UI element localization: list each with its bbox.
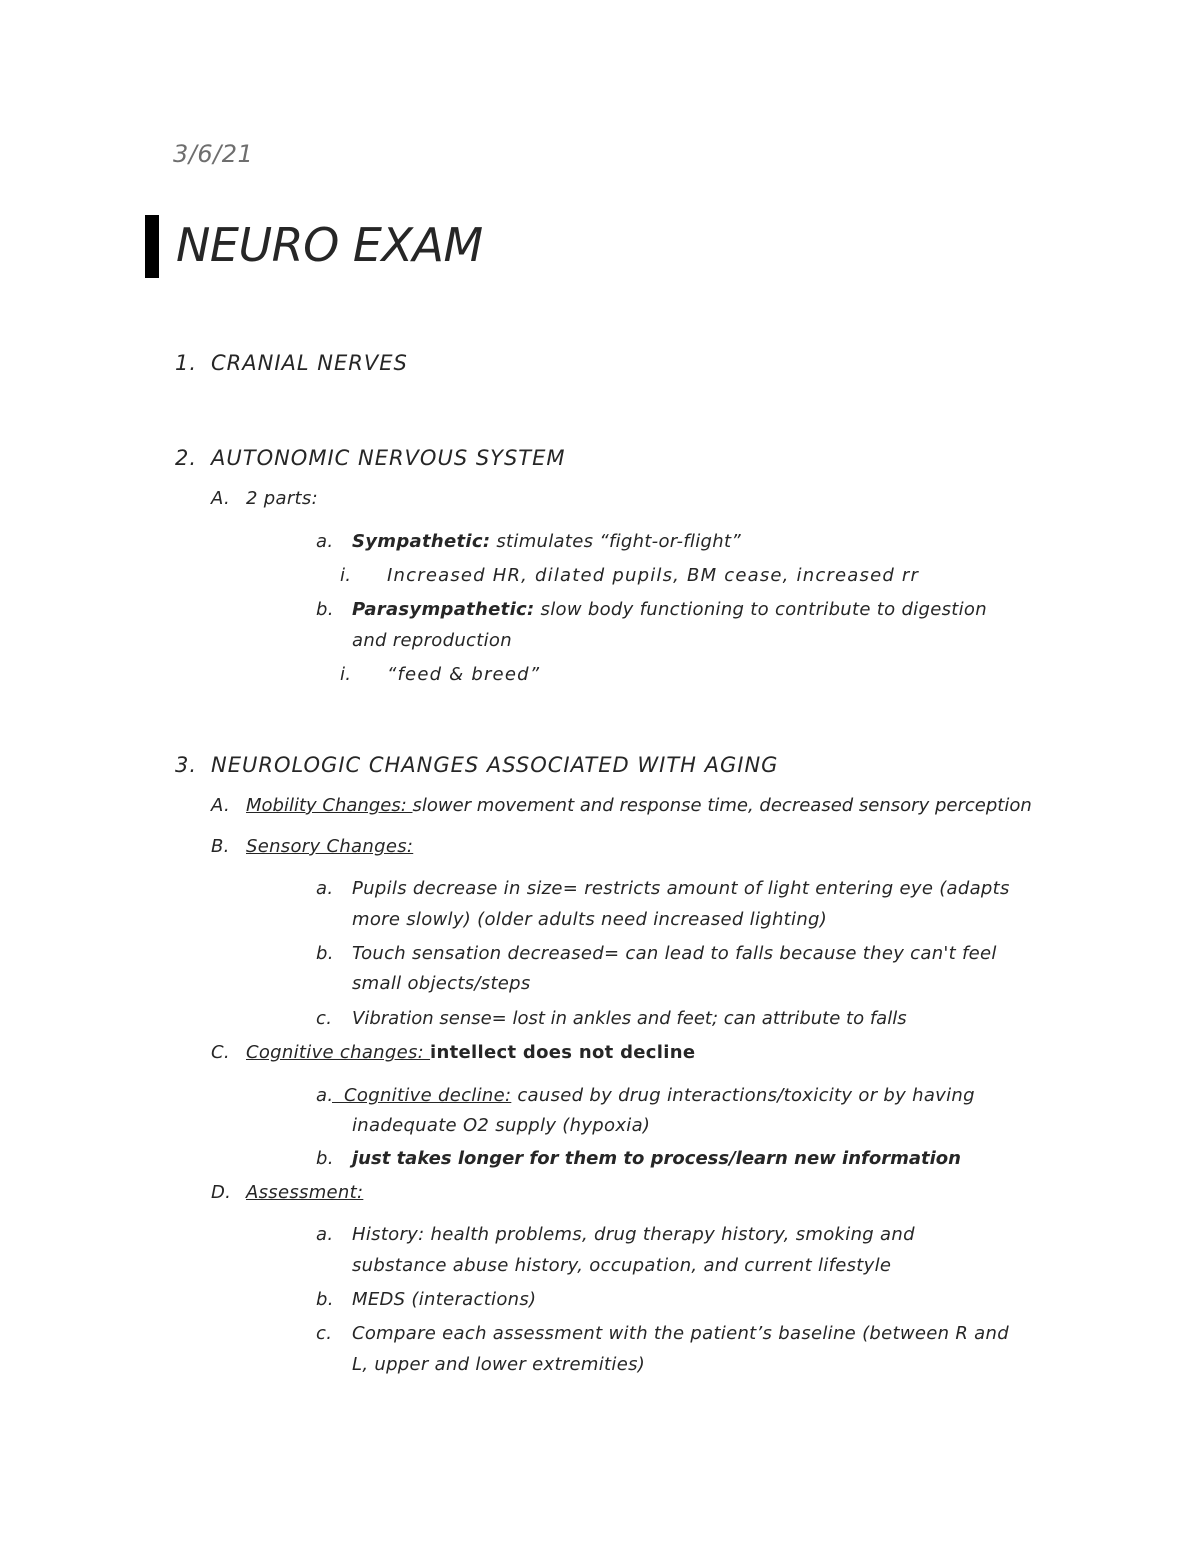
assessment-c-line-1: Compare each assessment with the patient’s baseline (between R and — [352, 1323, 1009, 1344]
parasympathetic-label: Parasympathetic: — [352, 599, 535, 620]
list-marker: b. — [316, 943, 334, 964]
heading-bar — [145, 215, 159, 278]
sympathetic-text: stimulates “fight-or-flight” — [490, 531, 741, 552]
parasympathetic-detail: “feed & breed” — [387, 664, 541, 685]
list-marker: A. — [211, 795, 230, 816]
sensory-b-line-1: Touch sensation decreased= can lead to falls because they can't feel — [352, 943, 997, 964]
assessment-label: Assessment: — [246, 1182, 364, 1203]
cognitive-a-line-2: inadequate O2 supply (hypoxia) — [352, 1115, 651, 1136]
list-marker: i. — [340, 565, 352, 586]
section-1-heading: CRANIAL NERVES — [211, 351, 408, 375]
list-marker: B. — [211, 836, 230, 857]
list-marker: c. — [316, 1323, 333, 1344]
list-marker: a. — [316, 1085, 334, 1106]
parasympathetic-text-cont: and reproduction — [352, 630, 512, 651]
sympathetic-detail: Increased HR, dilated pupils, BM cease, increased rr — [387, 565, 920, 586]
assessment-a-line-2: substance abuse history, occupation, and current lifestyle — [352, 1255, 892, 1276]
ans-parts-text: 2 parts: — [246, 488, 318, 509]
cognitive-b-line-1: just takes longer for them to process/learn new information — [352, 1148, 961, 1169]
list-marker: A. — [211, 488, 230, 509]
cognitive-label: Cognitive changes: — [246, 1042, 431, 1063]
section-3-heading: NEUROLOGIC CHANGES ASSOCIATED WITH AGING — [211, 753, 779, 777]
cognitive-decline-label: Cognitive decline: — [332, 1085, 512, 1106]
section-2-number: 2. — [175, 446, 198, 470]
cognitive-decline-text: caused by drug interactions/toxicity or by having — [511, 1085, 975, 1106]
list-marker: a. — [316, 1224, 334, 1245]
list-marker: b. — [316, 1289, 334, 1310]
section-3-number: 3. — [175, 753, 198, 777]
list-marker: i. — [340, 664, 352, 685]
parasympathetic-text: slow body functioning to contribute to digestion — [534, 599, 987, 620]
list-marker: C. — [211, 1042, 230, 1063]
list-marker: b. — [316, 1148, 334, 1169]
mobility-text: slower movement and response time, decreased sensory perception — [412, 795, 1032, 816]
sympathetic-item — [352, 531, 741, 552]
list-marker: b. — [316, 599, 334, 620]
parasympathetic-item — [352, 599, 987, 620]
list-marker: D. — [211, 1182, 232, 1203]
cognitive-a-line-1 — [332, 1085, 975, 1106]
page-title: NEURO EXAM — [176, 218, 483, 272]
sensory-a-line-2: more slowly) (older adults need increased lighting) — [352, 909, 828, 930]
sensory-b-line-2: small objects/steps — [352, 973, 531, 994]
assessment-c-line-2: L, upper and lower extremities) — [352, 1354, 646, 1375]
sensory-c-line-1: Vibration sense= lost in ankles and feet; can attribute to falls — [352, 1008, 907, 1029]
list-marker: c. — [316, 1008, 333, 1029]
cognitive-item — [246, 1042, 695, 1063]
mobility-label: Mobility Changes: — [246, 795, 413, 816]
sensory-a-line-1: Pupils decrease in size= restricts amount of light entering eye (adapts — [352, 878, 1010, 899]
date: 3/6/21 — [173, 140, 254, 168]
sensory-label: Sensory Changes: — [246, 836, 414, 857]
sympathetic-label: Sympathetic: — [352, 531, 491, 552]
list-marker: a. — [316, 878, 334, 899]
section-2-heading: AUTONOMIC NERVOUS SYSTEM — [211, 446, 566, 470]
cognitive-text: intellect does not decline — [430, 1042, 696, 1063]
assessment-b-line-1: MEDS (interactions) — [352, 1289, 537, 1310]
section-1-number: 1. — [175, 351, 198, 375]
assessment-a-line-1: History: health problems, drug therapy history, smoking and — [352, 1224, 915, 1245]
list-marker: a. — [316, 531, 334, 552]
mobility-item — [246, 795, 1032, 816]
